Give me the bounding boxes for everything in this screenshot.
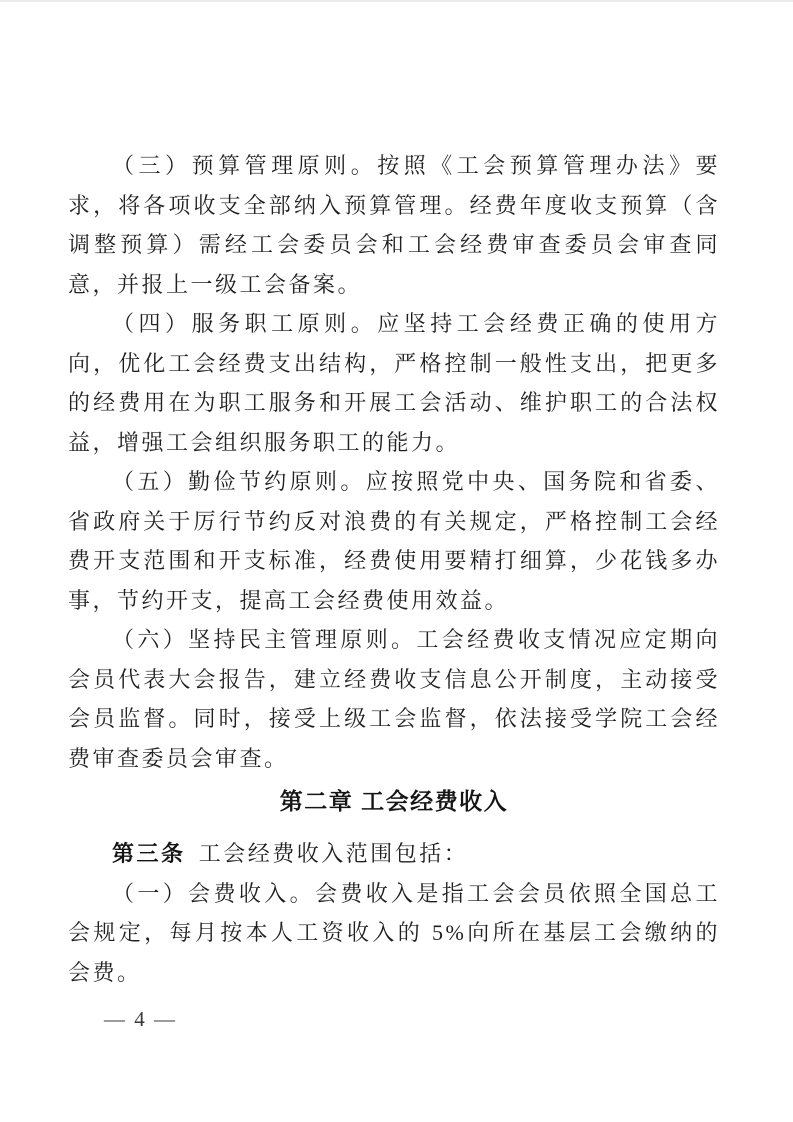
article-text: 工会经费收入范围包括： xyxy=(198,841,469,866)
paragraph-principle-5: （五）勤俭节约原则。应按照党中央、国务院和省委、省政府关于厉行节约反对浪费的有关规定，严格控制工会经费开支范围和开支标准，经费使用要精打细算，少花钱多办事，节约开支，提高工会经费使用效益。 xyxy=(68,469,720,613)
paragraph-principle-4: （四）服务职工原则。应坚持工会经费正确的使用方向，优化工会经费支出结构，严格控制一般性支出，把更多的经费用在为职工服务和开展工会活动、维护职工的合法权益，增强工会组织服务职工的能力。 xyxy=(68,311,720,455)
paragraph-article-3 xyxy=(68,834,720,874)
scan-edge-line xyxy=(0,0,793,2)
paragraph-principle-3: （三）预算管理原则。按照《工会预算管理办法》要求，将各项收支全部纳入预算管理。经费年度收支预算（含调整预算）需经工会委员会和工会经费审查委员会审查同意，并报上一级工会备案。 xyxy=(68,153,720,297)
article-number-label: 第三条 xyxy=(112,841,186,866)
paragraph-principle-6: （六）坚持民主管理原则。工会经费收支情况应定期向会员代表大会报告，建立经费收支信息公开制度，主动接受会员监督。同时，接受上级工会监督，依法接受学院工会经费审查委员会审查。 xyxy=(68,627,720,771)
paragraph-item-1: （一）会费收入。会费收入是指工会会员依照全国总工会规定，每月按本人工资收入的 5%向所在基层工会缴纳的会费。 xyxy=(68,880,720,985)
document-body xyxy=(68,146,720,992)
chapter-heading: 第二章 工会经费收入 xyxy=(279,788,509,814)
page-number: — 4 — xyxy=(104,1007,177,1031)
